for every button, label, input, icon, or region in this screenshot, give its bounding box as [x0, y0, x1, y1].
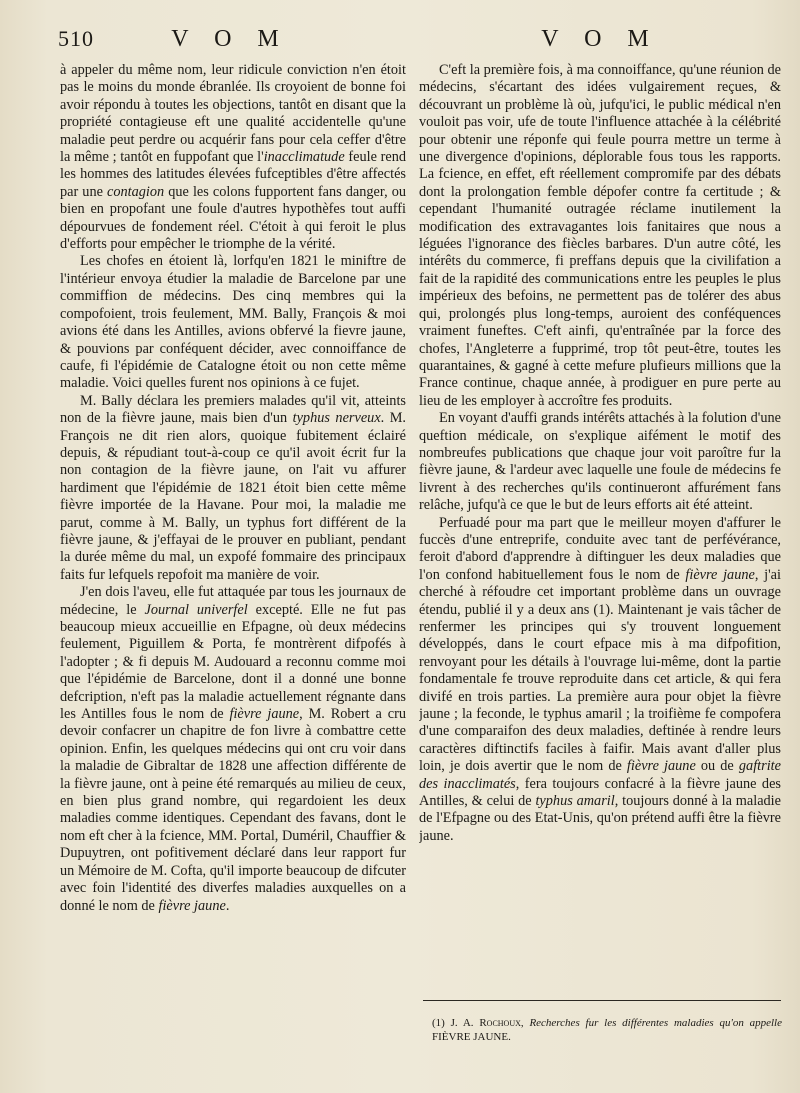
paragraph: Perfuadé pour ma part que le meilleur moyen d'affurer le fuccès d'une entreprife, conduite avec tant de perfévérance, feroit d'abord d'apprendre à diftinguer les deux maladies que l'on confond habituellement fous le nom de fièvre jaune, j'ai cherché à réfoudre cet important problème dans un ouvrage étendu, publié il y a deux ans (1). Maintenant je vais tâcher de renfermer les principes qui s'y trouvent longuement développés, dans le court efpace mis à ma difpofition, renvoyant pour les détails à l'ouvrage lui-même, dont la partie fondamentale fe trouve reproduite dans cet article, & qui fera divifé en trois parties. La première aura pour objet la fièvre jaune ; la feconde, le typhus amaril ; la troifième fe compofera d'une comparaifon des deux maladies, deftinée à rendre leurs caractères diftinctifs faciles à faifir. Mais avant d'aller plus loin, je dois avertir que le nom de fièvre jaune ou de gaftrite des inacclimatés, fera toujours confacré à la fièvre jaune des Antilles, & celui de typhus amaril, toujours donné à la maladie de l'Efpagne ou des Etat-Unis, qu'on prétend auffi être la fièvre jaune. — [419, 514, 781, 844]
running-header — [0, 22, 800, 58]
paragraph: M. Bally déclara les premiers malades qu'il vit, atteints non de la fièvre jaune, mais bien d'un typhus nerveux. M. François ne dit rien alors, quoique fubitement éclairé depuis, & répudiant tout-à-coup ce qu'il avoit écrit fur la non contagion de la fièvre jaune, on l'ait vu affurer hardiment que l'épidémie de 1821 étoit bien cette même fièvre importée de la Havane. Pour moi, la maladie me parut, comme à M. Bally, un typhus fort différent de la fièvre jaune, & j'effayai de le prouver en publiant, pendant la durée même du mal, un expofé fommaire des principaux faits fur lefquels repofoit ma manière de voir. — [60, 392, 406, 583]
page-number: 510 — [58, 26, 94, 51]
paragraph: Les chofes en étoient là, lorfqu'en 1821 le miniftre de l'intérieur envoya étudier la maladie de Barcelone par une commiffion de médecins. Des cinq membres qui la compofoient, trois feulement, MM. Bally, François & moi avions été dans les Antilles, avions obfervé la fievre jaune, & pouvions par conféquent décider, avec connoiffance de caufe, fi l'épidémie de Catalogne étoit ou non cette même maladie. Voici quelles furent nos opinions à ce fujet. — [60, 253, 406, 392]
right-column — [419, 62, 781, 962]
paragraph: J'en dois l'aveu, elle fut attaquée par tous les journaux de médecine, le Journal univerfel excepté. Elle ne fut pas beaucoup mieux accueillie en Efpagne, où deux médecins feulement, Piguillem & Porta, fe montrèrent difpofés à l'adopter ; & fi depuis M. Audouard a reconnu comme moi que l'épidémie de Barcelone, dont il a donné une bonne defcription, n'eft pas la maladie actuellement régnante dans les Antilles fous le nom de fièvre jaune, M. Robert a cru devoir confacrer un chapitre de fon livre à combattre cette opinion. Enfin, les quelques médecins qui ont cru voir dans la maladie de Gibraltar de 1828 une affection différente de la fièvre jaune, ont à peine été remarqués au milieu de ceux, en bien plus grand nombre, qui regardoient les deux maladies comme identiques. Cependant des favans, dont le nom eft cher à la fcience, MM. Portal, Duméril, Chauffier & Dupuytren, ont pofitivement déclaré dans leur rapport fur un Mémoire de M. Cofta, qu'il importe beaucoup de difcuter avec foin l'identité des diverfes maladies auxquelles on a donné le nom de fièvre jaune. — [60, 584, 406, 914]
running-title-right: V O M — [541, 26, 659, 52]
paragraph: à appeler du même nom, leur ridicule conviction n'en étoit pas le moins du monde ébranlée. Ils croyoient de bonne foi avoir répondu à toutes les objections, tantôt en disant que la propriété contagieuse eft une qualité accidentelle qu'une maladie peut perdre ou acquérir fans pour cela ceffer d'être la même ; tantôt en fuppofant que l'inacclimatude feule rend les hommes des latitudes élevées fufceptibles d'être affectés par une contagion que les colons fupportent fans danger, ou bien en propofant une foule d'autres hypothèfes tout auffi dépourvues de fondement réel. C'étoit à qui feroit le plus d'efforts pour empêcher le triomphe de la vérité. — [60, 62, 406, 253]
footnote: (1) J. A. Rochoux, Recherches fur les différentes maladies qu'on appelle FIÈVRE JAUNE. — [432, 1017, 782, 1043]
left-column — [60, 62, 406, 1024]
paragraph: En voyant d'auffi grands intérêts attachés à la folution d'une queftion médicale, on s'explique aifément le motif des nombreufes publications que chaque jour voit paroître fur la fièvre jaune, & l'ardeur avec laquelle une foule de médecins fe livrent à des recherches qu'ils continueront affurément fans relâche, jufqu'à ce que le but de leurs efforts ait été atteint. — [419, 410, 781, 514]
paragraph: C'eft la première fois, à ma connoiffance, qu'une réunion de médecins, s'écartant des idées vulgairement reçues, & découvrant un problème là où, jufqu'ici, le public médical n'en vouloit pas voir, ufe de toute l'influence attachée à la célébrité pour obtenir une réponfe qui feule pourra mettre un terme à une divergence d'opinions, déplorable fous tous les rapports. La fcience, en effet, eft réellement compromife par des débats dont la prolongation femble dépofer contre fa certitude ; & cependant l'humanité outragée réclame inutilement la modification des extravagantes lois fanitaires que nous a léguées l'ignorance des fiècles barbares. D'un autre côté, les intérêts du commerce, fi preffans depuis que la civilifation a fait de la rapidité des communications entre les peuples le plus impérieux des befoins, ne permettent pas de tolérer des abus qui, prolongés plus long-temps, auroient des conféquences vraiment funeftes. C'eft ainfi, qu'entraînée par la force des chofes, l'Angleterre a fupprimé, trop tôt peut-être, toutes les quarantaines, & gagné à cette mefure plufieurs millions que la France continue, chaque année, à prodiguer en pure perte au lieu de les employer à accroître fes produits. — [419, 62, 781, 409]
footnote-rule — [423, 1000, 781, 1001]
running-title-left: V O M — [171, 26, 289, 52]
